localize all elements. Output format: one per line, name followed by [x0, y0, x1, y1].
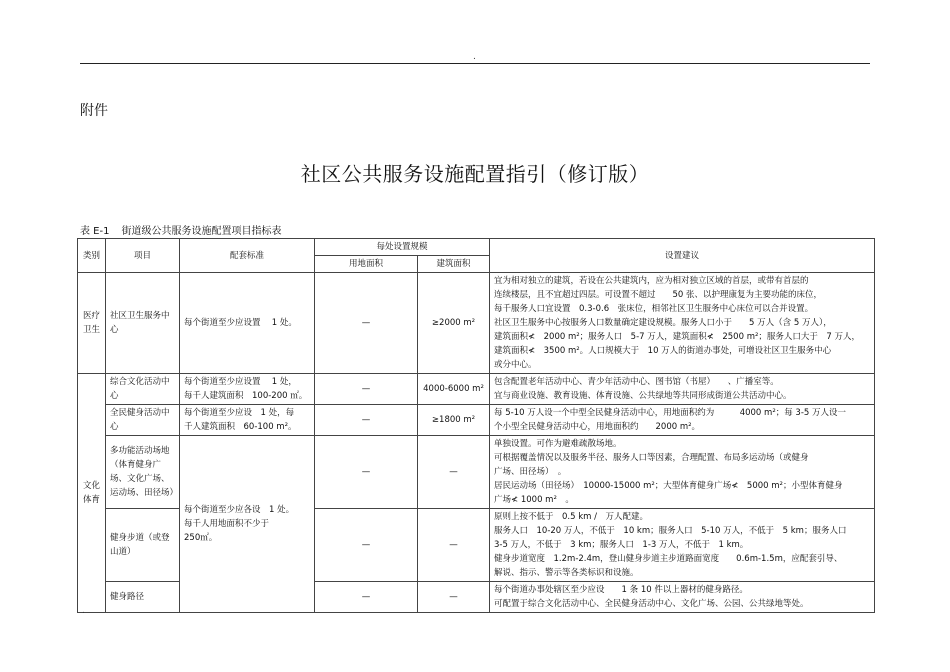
item-cell: 健身路径 — [106, 582, 180, 613]
advice-cell: 包含配置老年活动中心、青少年活动中心、图书馆（书屋） 、广播室等。 宜与商业设施、教育设施、体育设施、公共绿地等共同形成街道公共活动中心。 — [490, 374, 875, 405]
table-caption — [80, 222, 281, 237]
table-row — [78, 273, 875, 374]
table-header-row — [78, 239, 875, 256]
building-area-cell: — — [418, 436, 490, 509]
land-area-cell: — — [315, 273, 418, 374]
header-building-area: 建筑面积 — [418, 256, 490, 273]
standard-cell: 每个街道至少应设置 1 处。 — [180, 273, 315, 374]
land-area-cell: — — [315, 582, 418, 613]
standard-cell: 每个街道至少应设 1 处，每 千人建筑面积 60-100 m²。 — [180, 405, 315, 436]
header-land-area: 用地面积 — [315, 256, 418, 273]
advice-cell: 原则上按不低于 0.5 km / 万人配建。 服务人口 10-20 万人，不低于 10 km；服务人口 5-10 万人，不低于 5 km；服务人口 3-5 万人，不低于 3 km；服务人口 1-3 万人，不低于 1 km。 健身步道宽度 1.2m-2.4m，登山健身步道主步道路面宽度 0.6m-1.5m，应配套引导、 解说、指示、警示等各类标识和设施。 — [490, 509, 875, 582]
advice-cell: 每 5-10 万人设一个中型全民健身活动中心，用地面积约为 4000 m²；每 3-5 万人设一 个小型全民健身活动中心，用地面积约 2000 m²。 — [490, 405, 875, 436]
category-cell-medical: 医疗卫生 — [78, 273, 106, 374]
header-rule — [80, 63, 870, 64]
advice-cell: 每个街道办事处辖区至少应设 1 条 10 件以上器材的健身路径。 可配置于综合文化活动中心、全民健身活动中心、文化广场、公园、公共绿地等处。 — [490, 582, 875, 613]
header-standard: 配套标准 — [180, 239, 315, 273]
attachment-label: 附件 — [80, 103, 108, 119]
building-area-cell: 4000-6000 m² — [418, 374, 490, 405]
facility-table — [77, 238, 875, 613]
header-advice: 设置建议 — [490, 239, 875, 273]
table-caption-text: 街道级公共服务设施配置项目指标表 — [121, 226, 282, 237]
advice-cell: 单独设置。可作为避难疏散场地。 可根据覆盖情况以及服务半径、服务人口等因素，合理配置、布局多运动场（或健身 广场、田径场） 。 居民运动场（田径场） 10000-15000 m²；大型体育健身广场≮ 5000 m²；小型体育健身 广场≮ 1000 m² 。 — [490, 436, 875, 509]
item-cell: 全民健身活动中心 — [106, 405, 180, 436]
page-dot-bottom: . — [82, 606, 85, 616]
table-row — [78, 374, 875, 405]
table-row — [78, 405, 875, 436]
advice-cell: 宜为相对独立的建筑，若设在公共建筑内，应为相对独立区域的首层，或带有首层的 连续楼层，且不宜超过四层。可设置不超过 50 张、以护理康复为主要功能的床位， 每千服务人口宜设置 0.3-0.6 张床位，相邻社区卫生服务中心床位可以合并设置。 社区卫生服务中心按服务人口数量确定建设规模。服务人口小于 5 万人（含 5 万人）， 建筑面积≮ 2000 m²；服务人口 5-7 万人，建筑面积≮ 2500 m²；服务人口大于 7 万人， 建筑面积≮ 3500 m²。人口规模大于 10 万人的街道办事处，可增设社区卫生服务中心 或分中心。 — [490, 273, 875, 374]
building-area-cell: — — [418, 509, 490, 582]
item-cell: 多功能活动场地（体育健身广场、文化广场、运动场、田径场） — [106, 436, 180, 509]
header-category: 类别 — [78, 239, 106, 273]
document-title: 社区公共服务设施配置指引（修订版） — [300, 162, 650, 186]
land-area-cell: — — [315, 509, 418, 582]
item-cell: 社区卫生服务中心 — [106, 273, 180, 374]
land-area-cell: — — [315, 374, 418, 405]
page-dot-top: . — [473, 52, 476, 62]
land-area-cell: — — [315, 436, 418, 509]
category-cell-culture: 文化体育 — [78, 374, 106, 613]
header-item: 项目 — [106, 239, 180, 273]
table-caption-number: 表 E-1 — [80, 226, 110, 237]
standard-cell: 每个街道至少应各设 1 处。 每千人用地面积不少于 250㎡。 — [180, 436, 315, 613]
item-cell: 健身步道（或登山道） — [106, 509, 180, 582]
item-cell: 综合文化活动中心 — [106, 374, 180, 405]
header-scale: 每处设置规模 — [315, 239, 490, 256]
standard-cell: 每个街道至少应设置 1 处， 每千人建筑面积 100-200 ㎡。 — [180, 374, 315, 405]
building-area-cell: ≥2000 m² — [418, 273, 490, 374]
table-row — [78, 436, 875, 509]
building-area-cell: — — [418, 582, 490, 613]
land-area-cell: — — [315, 405, 418, 436]
building-area-cell: ≥1800 m² — [418, 405, 490, 436]
